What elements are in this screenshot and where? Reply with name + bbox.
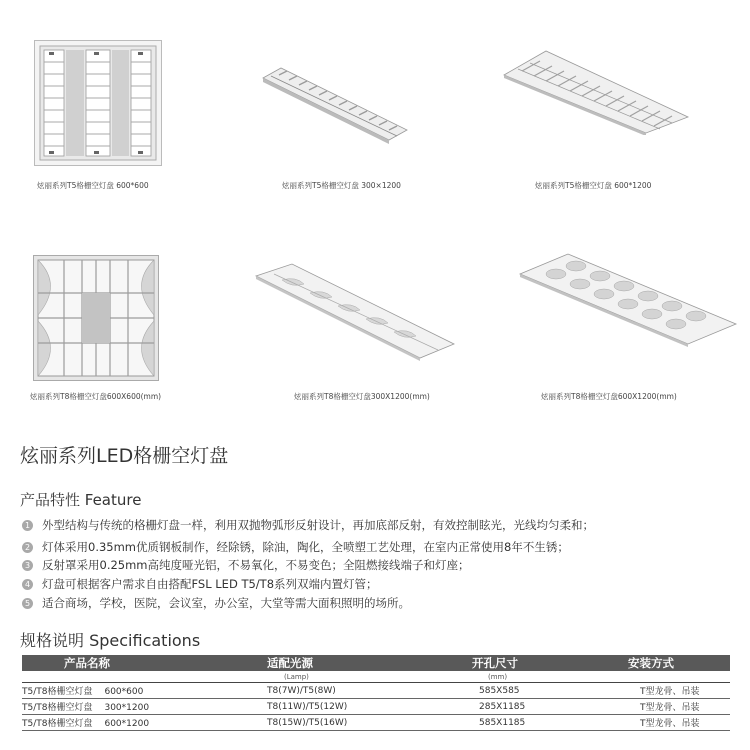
product-caption: 炫丽系列T8格栅空灯盘600X600(mm)	[30, 392, 162, 401]
troffer-slim-t5-image	[255, 60, 415, 145]
product-caption: 炫丽系列T8格栅空灯盘600X1200(mm)	[541, 392, 677, 401]
cell-product: T5/T8格栅空灯盘	[22, 687, 93, 697]
troffer-wide-t8-image	[518, 252, 738, 347]
cell-install: T型龙骨、吊装	[610, 699, 730, 715]
feature-item	[22, 576, 378, 592]
unit-cell: (Lamp)	[222, 671, 422, 683]
feature-text: 灯盘可根据客户需求自由搭配FSL LED T5/T8系列双端内置灯管；	[42, 577, 378, 591]
feature-item	[22, 517, 594, 533]
spec-table	[22, 655, 730, 731]
cell-name	[22, 699, 222, 715]
cell-lamp: T8(7W)/T5(8W)	[222, 683, 422, 699]
unit-cell: (mm)	[422, 671, 610, 683]
cell-size: 600*600	[104, 687, 144, 697]
feature-text: 外型结构与传统的格栅灯盘一样，利用双抛物弧形反射设计，再加底部反射，有效控制眩光，光线均匀柔和；	[42, 518, 594, 532]
feature-text: 反射罩采用0.25mm高纯度哑光铝，不易氧化，不易变色；全阻燃接线端子和灯座；	[42, 558, 470, 572]
specs-heading: 规格说明 Specifications	[20, 631, 201, 650]
spec-unit-row	[22, 671, 730, 683]
col-header-hole: 开孔尺寸	[422, 655, 610, 671]
cell-size: 300*1200	[104, 703, 150, 713]
cell-size: 600*1200	[104, 719, 150, 729]
unit-cell	[22, 671, 222, 683]
troffer-wide-t5-image	[500, 45, 690, 135]
feature-text: 适合商场，学校，医院，会议室，办公室，大堂等需大面积照明的场所。	[42, 596, 410, 610]
cell-install: T型龙骨、吊装	[610, 715, 730, 731]
cell-install: T型龙骨、吊装	[610, 683, 730, 699]
page-title: 炫丽系列LED格栅空灯盘	[20, 445, 229, 467]
cell-name	[22, 715, 222, 731]
cell-hole: 585X1185	[422, 715, 610, 731]
cell-name	[22, 683, 222, 699]
product-caption: 炫丽系列T5格栅空灯盘 600*600	[37, 181, 149, 190]
cell-lamp: T8(11W)/T5(12W)	[222, 699, 422, 715]
product-caption: 炫丽系列T8格栅空灯盘300X1200(mm)	[294, 392, 430, 401]
troffer-square-t5-image	[34, 40, 162, 166]
table-row	[22, 699, 730, 715]
features-heading: 产品特性 Feature	[20, 491, 142, 509]
table-row	[22, 683, 730, 699]
bullet-number-icon: 1	[22, 520, 33, 531]
cell-lamp: T8(15W)/T5(16W)	[222, 715, 422, 731]
cell-hole: 585X585	[422, 683, 610, 699]
cell-hole: 285X1185	[422, 699, 610, 715]
bullet-number-icon: 4	[22, 579, 33, 590]
feature-item	[22, 557, 470, 573]
feature-item	[22, 595, 410, 611]
spec-header-row	[22, 655, 730, 671]
cell-product: T5/T8格栅空灯盘	[22, 703, 93, 713]
unit-cell	[610, 671, 730, 683]
col-header-lamp: 适配光源	[222, 655, 422, 671]
bullet-number-icon: 5	[22, 598, 33, 609]
troffer-slim-t8-image	[252, 262, 457, 362]
col-header-name: 产品名称	[22, 655, 222, 671]
cell-product: T5/T8格栅空灯盘	[22, 719, 93, 729]
product-caption: 炫丽系列T5格栅空灯盘 600*1200	[535, 181, 652, 190]
bullet-number-icon: 3	[22, 560, 33, 571]
product-caption: 炫丽系列T5格栅空灯盘 300×1200	[282, 181, 401, 190]
feature-text: 灯体采用0.35mm优质钢板制作，经除锈，除油，陶化，全喷塑工艺处理，在室内正常使用8年不生锈；	[42, 540, 569, 554]
table-row	[22, 715, 730, 731]
troffer-square-t8-image	[33, 255, 159, 381]
bullet-number-icon: 2	[22, 542, 33, 553]
feature-item	[22, 539, 569, 555]
col-header-install: 安装方式	[610, 655, 730, 671]
